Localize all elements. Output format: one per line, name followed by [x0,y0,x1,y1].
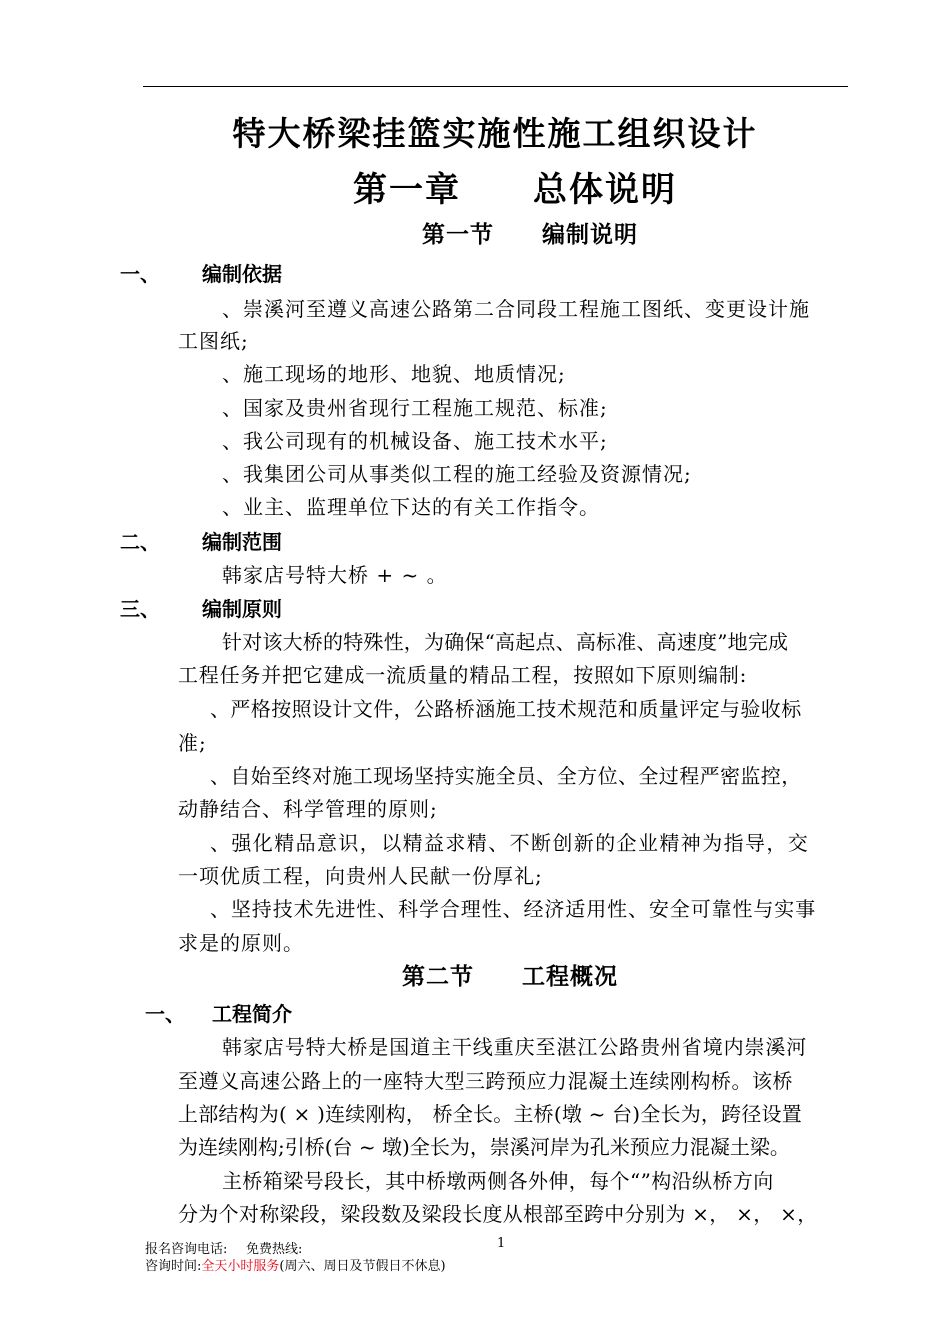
text-line: 求是的原则。 [178,931,304,955]
part-number: 一、 [145,1002,185,1026]
header-rule [143,86,848,87]
text-line: 、坚持技术先进性、科学合理性、经济适用性、安全可靠性与实事 [210,897,817,921]
part-heading: 编制范围 [202,530,282,554]
part-number: 三、 [120,597,160,621]
document-title: 特大桥梁挂篮实施性施工组织设计 [232,114,758,153]
text-line: 主桥箱梁号段长，其中桥墩两侧各外伸，每个“”构沿纵桥方向 [222,1169,774,1193]
text-line: 、强化精品意识，以精益求精、不断创新的企业精神为指导，交 [210,831,810,855]
page-number: 1 [497,1236,506,1251]
text-line: 、严格按照设计文件，公路桥涵施工技术规范和质量评定与验收标 [210,697,802,721]
section-title: 第二节 工程概况 [402,963,618,990]
text-line: 至遵义高速公路上的一座特大型三跨预应力混凝土连续刚构桥。该桥 [178,1069,793,1093]
text-line: 准; [178,731,207,755]
part-heading: 编制原则 [202,597,282,621]
text-line: 、自始至终对施工现场坚持实施全员、全方位、全过程严密监控， [210,764,802,788]
text-line: 、崇溪河至遵义高速公路第二合同段工程施工图纸、变更设计施 [222,297,810,321]
text-line: 上部结构为( × )连续刚构， 桥全长。主桥(墩 ~ 台)全长为，跨径设置 [178,1102,802,1126]
text-line: 一项优质工程，向贵州人民献一份厚礼; [178,864,543,888]
part-number: 一、 [120,262,160,286]
part-number: 二、 [120,530,160,554]
text-line: 工图纸; [178,329,249,353]
part-heading: 工程简介 [212,1002,292,1026]
text-line: 韩家店号特大桥是国道主干线重庆至湛江公路贵州省境内崇溪河 [222,1035,808,1059]
text-line: 动静结合、科学管理的原则; [178,797,438,821]
footer-hours-note: (周六、周日及节假日不休息) [279,1259,446,1274]
footer-hours-highlight: 全天小时服务 [201,1259,280,1274]
text-line: 为连续刚构;引桥(台 ~ 墩)全长为，崇溪河岸为孔米预应力混凝土梁。 [178,1135,790,1159]
part-heading: 编制依据 [202,262,282,286]
text-line: 、国家及贵州省现行工程施工规范、标准; [222,396,608,420]
text-line: 、我集团公司从事类似工程的施工经验及资源情况; [222,462,692,486]
chapter-title: 第一章 总体说明 [353,170,677,210]
section-title: 第一节 编制说明 [422,221,638,248]
footer-hotline-label: 免费热线: [246,1242,303,1257]
text-line: 、业主、监理单位下达的有关工作指令。 [222,495,600,519]
footer-hours-label: 咨询时间: [145,1259,202,1274]
footer-hours [145,1255,446,1274]
text-line: 针对该大桥的特殊性，为确保“高起点、高标准、高速度”地完成 [222,630,789,654]
footer-phone-label: 报名咨询电话: [145,1242,228,1257]
text-line: 分为个对称梁段，梁段数及梁段长度从根部至跨中分别为 ×， ×， ×， [178,1202,818,1226]
text-line: 、施工现场的地形、地貌、地质情况; [222,362,566,386]
text-line: 韩家店号特大桥 + ~ 。 [222,563,448,587]
text-line: 工程任务并把它建成一流质量的精品工程，按照如下原则编制: [178,663,748,687]
text-line: 、我公司现有的机械设备、施工技术水平; [222,429,608,453]
